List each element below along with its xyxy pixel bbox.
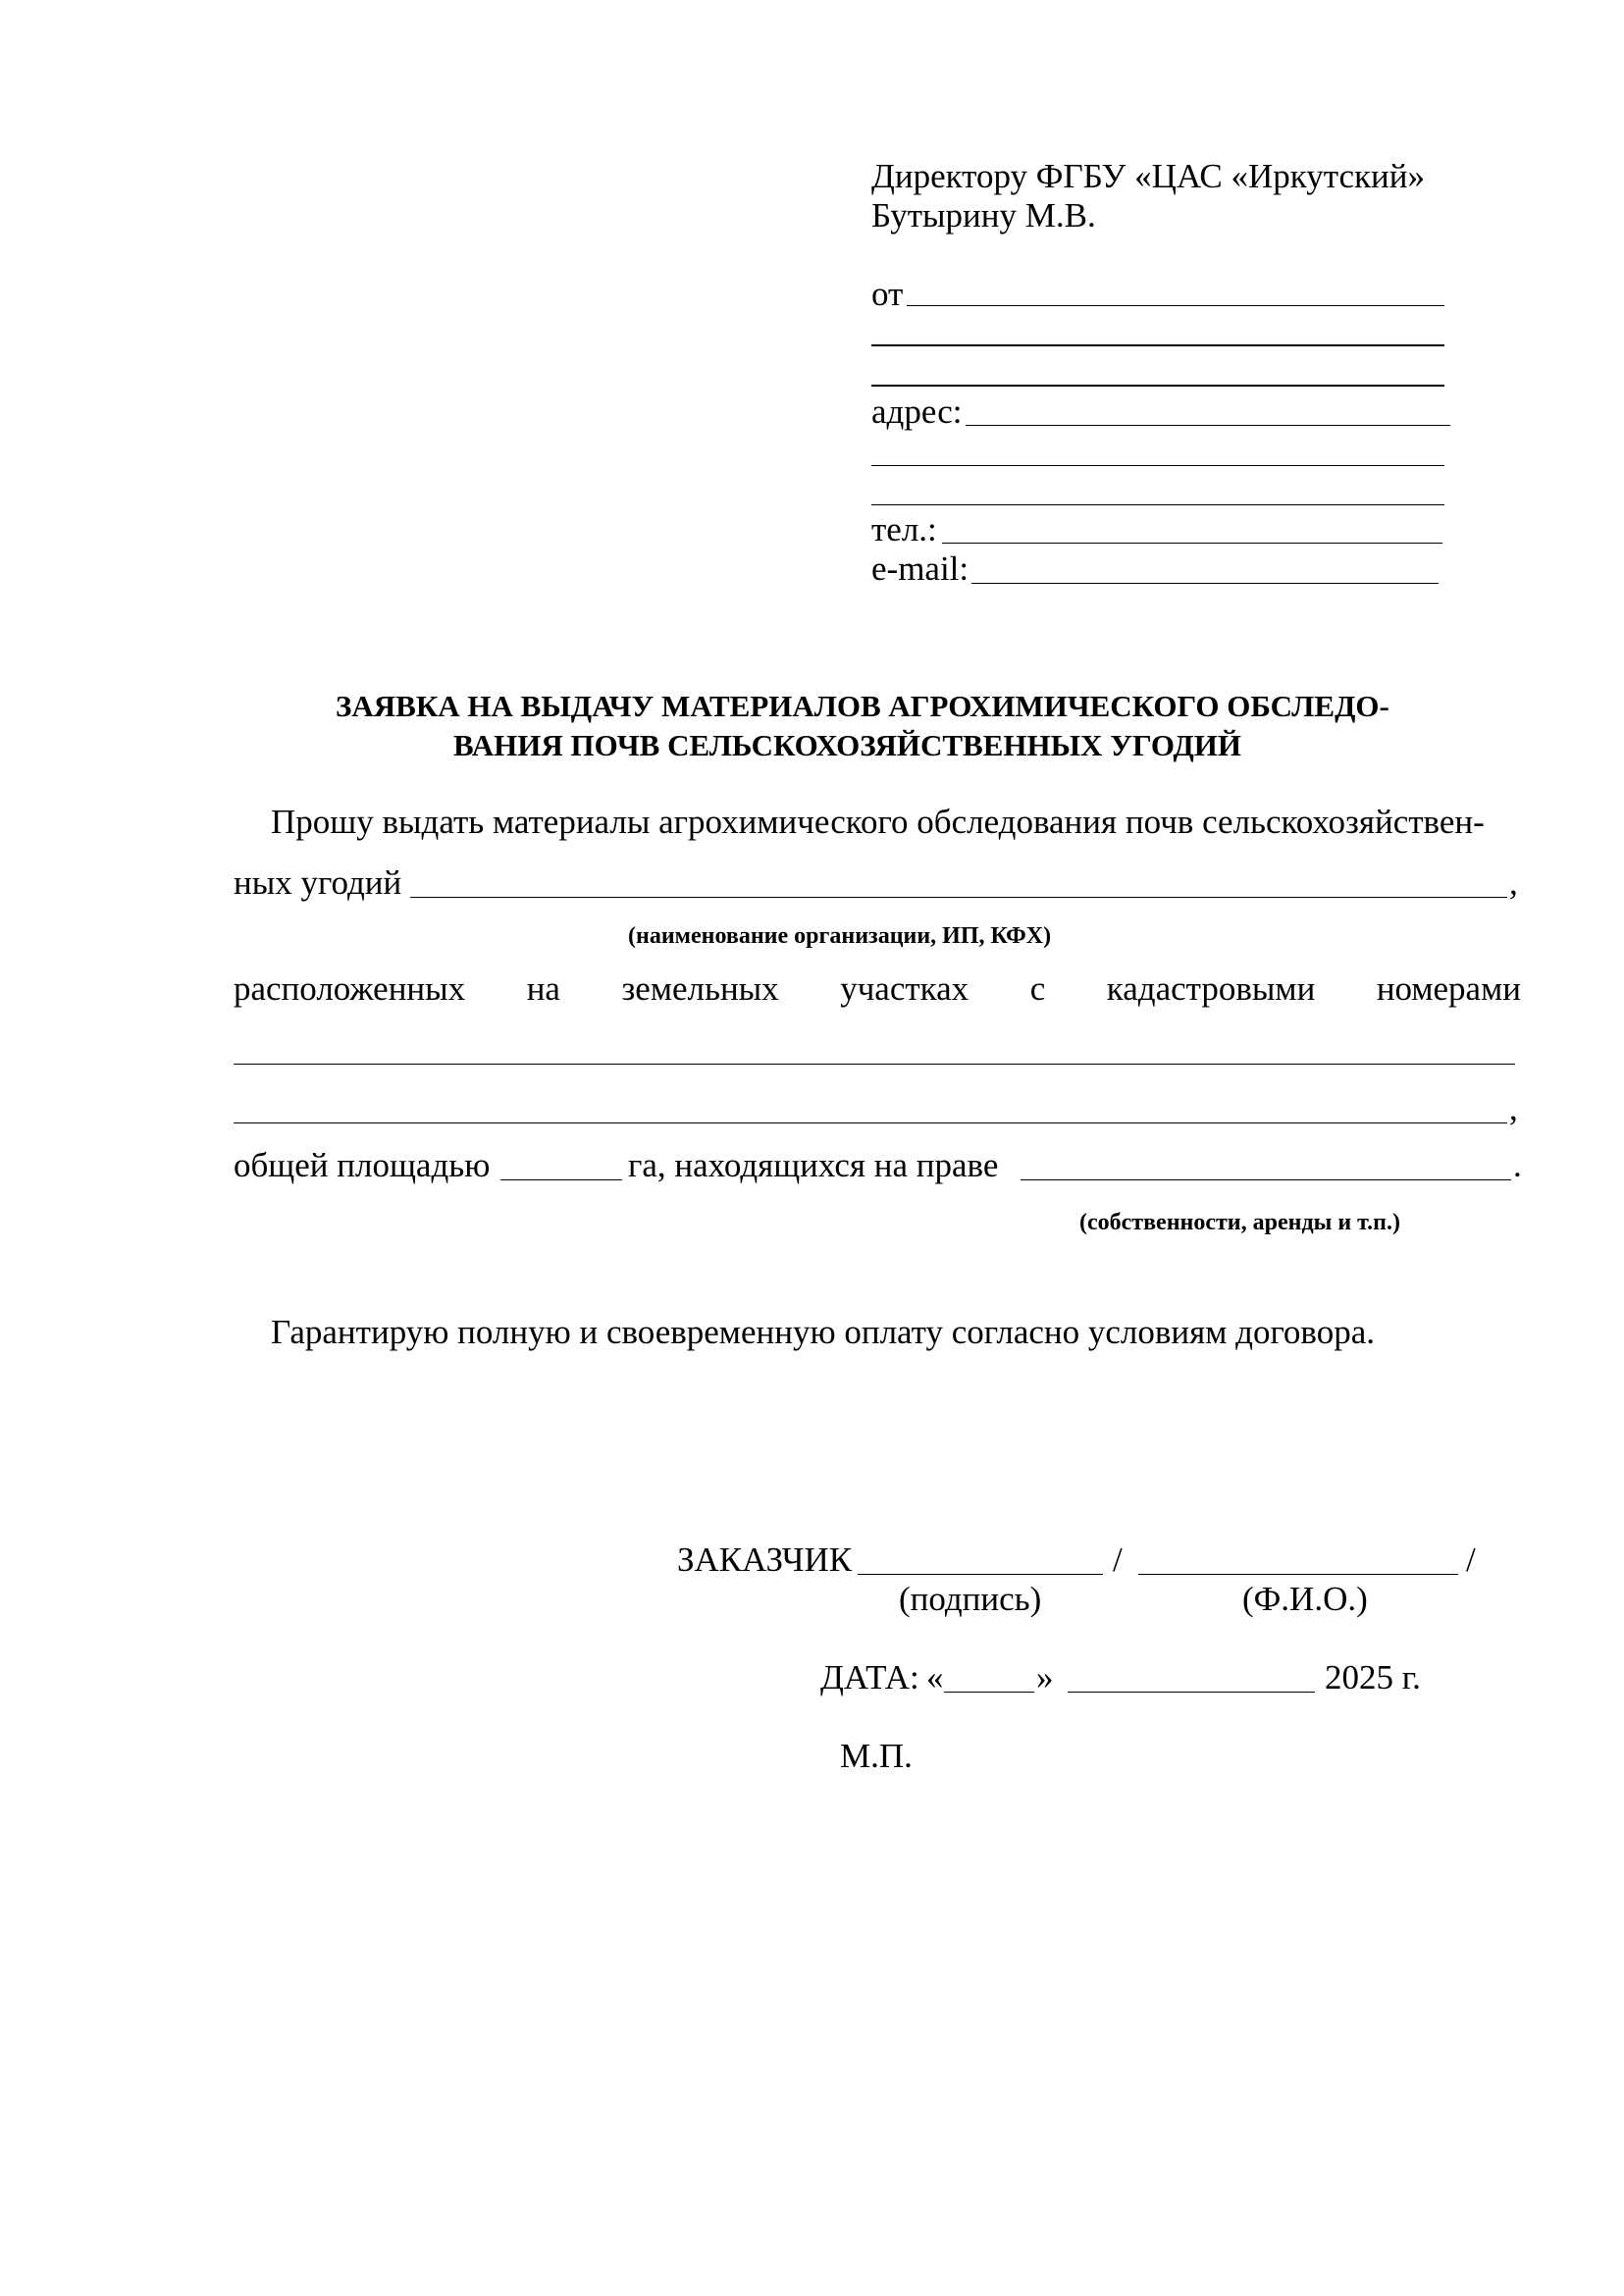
from-label: от: [871, 275, 904, 313]
phone-label: тел.:: [871, 510, 937, 548]
organization-caption: (наименование организации, ИП, КФХ): [628, 923, 1052, 949]
date-quote-open: «: [926, 1658, 944, 1696]
area-unit-text: га, находящихся на праве: [628, 1146, 999, 1184]
customer-label: ЗАКАЗЧИК: [677, 1540, 853, 1579]
signature-caption: (подпись): [899, 1580, 1042, 1618]
from-field-line-3[interactable]: [871, 385, 1444, 387]
date-month-field[interactable]: [1068, 1692, 1315, 1693]
signature-field[interactable]: [858, 1574, 1103, 1575]
request-line-2-comma: ,: [1509, 863, 1518, 902]
located-word-1: расположенных: [234, 969, 466, 1008]
address-field[interactable]: [966, 425, 1450, 426]
address-label: адрес:: [871, 392, 963, 431]
title-line-1: ЗАЯВКА НА ВЫДАЧУ МАТЕРИАЛОВ АГРОХИМИЧЕСКОГО ОБСЛЕДО-: [336, 689, 1389, 723]
guarantee-text: Гарантирую полную и своевременную оплату согласно условиям договора.: [271, 1313, 1376, 1351]
fio-field[interactable]: [1138, 1574, 1458, 1575]
located-word-2: на: [526, 969, 560, 1008]
located-word-6: кадастровыми: [1106, 969, 1316, 1008]
signature-slash-1: /: [1113, 1540, 1123, 1579]
title-line-2: ВАНИЯ ПОЧВ СЕЛЬСКОХОЗЯЙСТВЕННЫХ УГОДИЙ: [453, 728, 1242, 762]
located-line: [234, 969, 1521, 1009]
cadastral-numbers-field-line-2[interactable]: [234, 1122, 1507, 1123]
from-field[interactable]: [907, 305, 1444, 306]
area-line-period: .: [1513, 1146, 1522, 1184]
address-field-line-3[interactable]: [871, 504, 1444, 505]
request-line-1: Прошу выдать материалы агрохимического обследования почв сельскохозяйствен-: [271, 803, 1485, 841]
fio-caption: (Ф.И.О.): [1242, 1580, 1368, 1618]
email-label: e-mail:: [871, 549, 969, 588]
organization-name-field[interactable]: [410, 897, 1507, 898]
from-field-line-2[interactable]: [871, 344, 1444, 346]
addressee-line-2: Бутырину М.В.: [871, 196, 1096, 235]
cadastral-comma: ,: [1509, 1089, 1518, 1127]
date-label: ДАТА:: [820, 1658, 919, 1696]
date-year: 2025 г.: [1325, 1658, 1421, 1696]
date-day-field[interactable]: [944, 1692, 1034, 1693]
right-type-caption: (собственности, аренды и т.п.): [1079, 1210, 1400, 1235]
located-word-3: земельных: [621, 969, 779, 1008]
stamp-place: М.П.: [840, 1737, 913, 1775]
date-quote-close: »: [1036, 1658, 1054, 1696]
area-field[interactable]: [500, 1179, 622, 1180]
located-word-5: с: [1029, 969, 1046, 1008]
address-field-line-2[interactable]: [871, 465, 1444, 466]
phone-field[interactable]: [942, 543, 1442, 544]
located-word-7: номерами: [1376, 969, 1521, 1008]
request-line-2-prefix: ных угодий: [234, 863, 402, 902]
signature-slash-2: /: [1466, 1540, 1476, 1579]
area-prefix: общей площадью: [234, 1146, 491, 1184]
addressee-line-1: Директору ФГБУ «ЦАС «Иркутский»: [871, 157, 1425, 195]
right-type-field[interactable]: [1021, 1179, 1511, 1180]
email-field[interactable]: [971, 583, 1439, 584]
cadastral-numbers-field[interactable]: [234, 1064, 1515, 1065]
located-word-4: участках: [840, 969, 969, 1008]
